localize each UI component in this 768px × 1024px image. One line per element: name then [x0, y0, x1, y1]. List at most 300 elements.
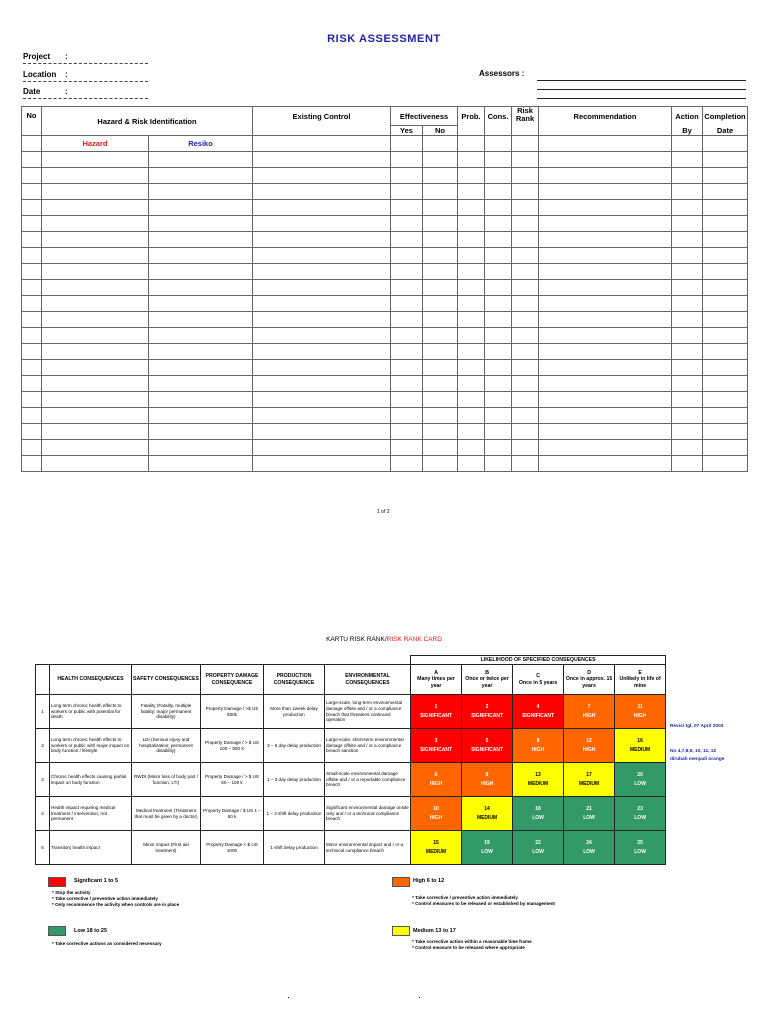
table-cell[interactable] — [22, 440, 42, 456]
table-cell[interactable] — [42, 296, 149, 312]
table-cell[interactable] — [42, 376, 149, 392]
table-cell[interactable] — [703, 232, 748, 248]
table-cell[interactable] — [42, 408, 149, 424]
risk-cell-label: SIGNIFICANT — [420, 747, 453, 753]
table-cell[interactable] — [22, 360, 42, 376]
environmental-consequence: Significant environmental damage onsite only and / or a technical compliance breach — [325, 797, 411, 831]
table-cell[interactable] — [42, 440, 149, 456]
table-cell[interactable] — [391, 216, 423, 232]
table-cell[interactable] — [703, 152, 748, 168]
table-cell[interactable] — [539, 328, 672, 344]
table-cell[interactable] — [253, 408, 391, 424]
table-cell[interactable] — [485, 280, 512, 296]
table-cell[interactable] — [672, 216, 703, 232]
likelihood-letter: D — [587, 669, 591, 676]
table-cell[interactable] — [253, 216, 391, 232]
table-cell[interactable] — [22, 184, 42, 200]
table-cell[interactable] — [253, 152, 391, 168]
table-cell[interactable] — [42, 200, 149, 216]
table-cell[interactable] — [539, 376, 672, 392]
table-cell[interactable] — [42, 392, 149, 408]
table-cell[interactable] — [703, 280, 748, 296]
table-cell[interactable] — [22, 312, 42, 328]
table-cell[interactable] — [22, 408, 42, 424]
legend-note: * Only recommence the activity when controls are in place — [52, 902, 180, 908]
table-cell[interactable] — [485, 184, 512, 200]
likelihood-d — [564, 665, 615, 695]
table-cell[interactable] — [485, 456, 512, 472]
table-cell[interactable] — [42, 456, 149, 472]
table-cell[interactable] — [539, 360, 672, 376]
cell-blank[interactable] — [423, 136, 458, 152]
table-cell[interactable] — [391, 312, 423, 328]
table-cell[interactable] — [423, 440, 458, 456]
table-cell[interactable] — [42, 184, 149, 200]
table-cell[interactable] — [253, 280, 391, 296]
table-cell[interactable] — [539, 296, 672, 312]
table-cell[interactable] — [391, 232, 423, 248]
table-cell[interactable] — [539, 168, 672, 184]
table-cell[interactable] — [458, 344, 485, 360]
table-cell[interactable] — [149, 248, 253, 264]
table-cell[interactable] — [539, 200, 672, 216]
table-cell[interactable] — [149, 296, 253, 312]
table-cell[interactable] — [485, 168, 512, 184]
table-cell[interactable] — [149, 312, 253, 328]
table-cell[interactable] — [703, 360, 748, 376]
table-cell[interactable] — [42, 344, 149, 360]
table-cell[interactable] — [391, 248, 423, 264]
table-cell[interactable] — [485, 312, 512, 328]
table-cell[interactable] — [423, 168, 458, 184]
table-cell[interactable] — [149, 408, 253, 424]
no-header: No — [22, 107, 42, 136]
table-cell[interactable] — [539, 264, 672, 280]
table-cell[interactable] — [672, 312, 703, 328]
table-cell[interactable] — [149, 456, 253, 472]
table-cell[interactable] — [672, 152, 703, 168]
table-cell[interactable] — [22, 392, 42, 408]
risk-assessment-table — [21, 106, 748, 472]
property-consequence: Property Damage / > $ US 100 – 500 K — [201, 729, 264, 763]
table-cell[interactable] — [539, 248, 672, 264]
table-cell[interactable] — [253, 360, 391, 376]
table-cell[interactable] — [149, 376, 253, 392]
likelihood-c — [513, 665, 564, 695]
table-row — [22, 280, 748, 296]
table-cell[interactable] — [22, 456, 42, 472]
table-cell[interactable] — [391, 360, 423, 376]
table-cell[interactable] — [672, 360, 703, 376]
table-cell[interactable] — [458, 296, 485, 312]
table-row — [22, 456, 748, 472]
table-cell[interactable] — [512, 376, 539, 392]
table-cell[interactable] — [458, 456, 485, 472]
table-cell[interactable] — [42, 424, 149, 440]
table-cell[interactable] — [539, 280, 672, 296]
table-cell[interactable] — [458, 184, 485, 200]
table-cell[interactable] — [539, 344, 672, 360]
table-cell[interactable] — [458, 424, 485, 440]
table-row — [22, 344, 748, 360]
table-cell[interactable] — [512, 280, 539, 296]
table-cell[interactable] — [42, 168, 149, 184]
table-cell[interactable] — [42, 216, 149, 232]
table-cell[interactable] — [22, 200, 42, 216]
table-cell[interactable] — [539, 184, 672, 200]
table-cell[interactable] — [512, 328, 539, 344]
assessors-line-3[interactable] — [537, 98, 746, 99]
table-cell[interactable] — [458, 216, 485, 232]
location-colon: : — [65, 70, 68, 79]
table-cell[interactable] — [423, 280, 458, 296]
table-row — [22, 408, 748, 424]
table-cell[interactable] — [391, 184, 423, 200]
table-cell[interactable] — [391, 200, 423, 216]
legend-note: * Take corrective / preventive action immediately — [52, 896, 158, 902]
table-cell[interactable] — [703, 216, 748, 232]
table-cell[interactable] — [703, 408, 748, 424]
table-cell[interactable] — [391, 408, 423, 424]
risk-rank-header: Risk Rank — [512, 107, 539, 136]
card-row — [36, 763, 666, 797]
table-cell[interactable] — [149, 328, 253, 344]
cell-blank[interactable] — [458, 136, 485, 152]
table-cell[interactable] — [22, 424, 42, 440]
table-cell[interactable] — [22, 328, 42, 344]
table-cell[interactable] — [458, 152, 485, 168]
table-row — [22, 168, 748, 184]
table-cell[interactable] — [149, 184, 253, 200]
likelihood-letter: B — [485, 669, 489, 676]
table-cell[interactable] — [512, 408, 539, 424]
cell-blank[interactable] — [485, 136, 512, 152]
table-cell[interactable] — [485, 424, 512, 440]
table-cell[interactable] — [512, 312, 539, 328]
table-cell[interactable] — [149, 344, 253, 360]
table-cell[interactable] — [703, 168, 748, 184]
table-cell[interactable] — [391, 344, 423, 360]
table-cell[interactable] — [423, 360, 458, 376]
table-cell[interactable] — [22, 264, 42, 280]
table-cell[interactable] — [672, 424, 703, 440]
table-cell[interactable] — [253, 440, 391, 456]
table-cell[interactable] — [512, 456, 539, 472]
risk-cell-number: 21 — [586, 805, 592, 812]
table-cell[interactable] — [672, 248, 703, 264]
table-cell[interactable] — [512, 232, 539, 248]
table-cell[interactable] — [149, 440, 253, 456]
table-cell[interactable] — [703, 440, 748, 456]
table-cell[interactable] — [22, 344, 42, 360]
table-cell[interactable] — [703, 392, 748, 408]
table-cell[interactable] — [458, 200, 485, 216]
table-cell[interactable] — [253, 344, 391, 360]
table-cell[interactable] — [42, 312, 149, 328]
cell-blank[interactable] — [672, 136, 703, 152]
table-cell[interactable] — [703, 248, 748, 264]
table-cell[interactable] — [485, 344, 512, 360]
table-cell[interactable] — [672, 408, 703, 424]
table-cell[interactable] — [423, 344, 458, 360]
risk-cell-number: 17 — [586, 771, 592, 778]
table-cell[interactable] — [391, 168, 423, 184]
risk-cell-number: 14 — [484, 805, 490, 812]
table-cell[interactable] — [253, 424, 391, 440]
table-cell[interactable] — [22, 216, 42, 232]
table-cell[interactable] — [458, 360, 485, 376]
table-cell[interactable] — [672, 264, 703, 280]
table-cell[interactable] — [149, 264, 253, 280]
table-cell[interactable] — [423, 456, 458, 472]
table-cell[interactable] — [22, 280, 42, 296]
table-cell[interactable] — [391, 280, 423, 296]
table-cell[interactable] — [485, 392, 512, 408]
table-cell[interactable] — [423, 424, 458, 440]
risk-cell-number: 20 — [637, 771, 643, 778]
table-cell[interactable] — [423, 152, 458, 168]
table-cell[interactable] — [458, 440, 485, 456]
no-sub-header: No — [423, 126, 458, 136]
health-consequence: Chronic health effects causing partial impact on body function — [50, 763, 132, 797]
table-cell[interactable] — [512, 424, 539, 440]
table-cell[interactable] — [149, 392, 253, 408]
table-cell[interactable] — [539, 152, 672, 168]
table-cell[interactable] — [149, 216, 253, 232]
table-cell[interactable] — [458, 328, 485, 344]
cell-blank[interactable] — [539, 136, 672, 152]
table-cell[interactable] — [485, 264, 512, 280]
table-cell[interactable] — [672, 296, 703, 312]
table-cell[interactable] — [512, 344, 539, 360]
table-cell[interactable] — [423, 408, 458, 424]
table-cell[interactable] — [458, 408, 485, 424]
cell-blank[interactable] — [703, 136, 748, 152]
risk-cell-label: LOW — [583, 815, 595, 821]
table-cell[interactable] — [485, 328, 512, 344]
cell-blank[interactable] — [391, 136, 423, 152]
table-cell[interactable] — [703, 184, 748, 200]
table-cell[interactable] — [512, 168, 539, 184]
table-cell[interactable] — [149, 232, 253, 248]
production-consequence: 1 – 3 day delay production — [264, 763, 325, 797]
table-cell[interactable] — [672, 344, 703, 360]
table-cell[interactable] — [458, 376, 485, 392]
table-cell[interactable] — [539, 440, 672, 456]
table-cell[interactable] — [22, 376, 42, 392]
table-cell[interactable] — [703, 424, 748, 440]
table-cell[interactable] — [253, 312, 391, 328]
table-cell[interactable] — [703, 376, 748, 392]
table-cell[interactable] — [458, 248, 485, 264]
cell-blank[interactable] — [512, 136, 539, 152]
location-field[interactable] — [23, 70, 68, 79]
likelihood-text: Unlikely in life of mine — [619, 676, 661, 689]
cell-blank[interactable] — [253, 136, 391, 152]
table-cell[interactable] — [539, 424, 672, 440]
project-field[interactable] — [23, 52, 68, 61]
legend-note: * Control measures to be released or established by management — [412, 901, 555, 907]
table-cell[interactable] — [485, 296, 512, 312]
table-cell[interactable] — [672, 280, 703, 296]
table-cell[interactable] — [391, 440, 423, 456]
table-cell[interactable] — [672, 376, 703, 392]
table-cell[interactable] — [703, 200, 748, 216]
table-cell[interactable] — [423, 392, 458, 408]
table-cell[interactable] — [42, 248, 149, 264]
table-cell[interactable] — [512, 184, 539, 200]
legend-swatch-significant — [48, 877, 66, 887]
table-cell[interactable] — [423, 328, 458, 344]
table-cell[interactable] — [22, 296, 42, 312]
table-cell[interactable] — [512, 392, 539, 408]
prob-header: Prob. — [458, 107, 485, 136]
table-cell[interactable] — [703, 264, 748, 280]
table-cell[interactable] — [703, 456, 748, 472]
table-cell[interactable] — [512, 264, 539, 280]
table-cell[interactable] — [42, 280, 149, 296]
table-cell[interactable] — [423, 216, 458, 232]
assessors-line-2[interactable] — [537, 89, 746, 90]
table-cell[interactable] — [42, 360, 149, 376]
table-cell[interactable] — [485, 216, 512, 232]
table-cell[interactable] — [149, 152, 253, 168]
table-cell[interactable] — [22, 168, 42, 184]
table-cell[interactable] — [512, 440, 539, 456]
table-cell[interactable] — [423, 376, 458, 392]
table-cell[interactable] — [42, 232, 149, 248]
table-cell[interactable] — [672, 440, 703, 456]
table-cell[interactable] — [253, 392, 391, 408]
table-cell[interactable] — [253, 296, 391, 312]
table-cell[interactable] — [458, 280, 485, 296]
risk-cell — [462, 797, 513, 831]
risk-cell-number: 12 — [586, 737, 592, 744]
table-cell[interactable] — [485, 440, 512, 456]
table-row — [22, 264, 748, 280]
table-cell[interactable] — [458, 312, 485, 328]
property-consequence: Property Damage / >$ US 500k — [201, 695, 264, 729]
table-cell[interactable] — [149, 280, 253, 296]
table-cell[interactable] — [672, 168, 703, 184]
table-cell[interactable] — [22, 152, 42, 168]
yes-header: Yes — [391, 126, 423, 136]
date-field[interactable] — [23, 87, 68, 96]
legend-swatch-low — [48, 926, 66, 936]
table-cell[interactable] — [512, 360, 539, 376]
cell-blank[interactable] — [22, 136, 42, 152]
table-cell[interactable] — [42, 328, 149, 344]
table-cell[interactable] — [149, 168, 253, 184]
table-cell[interactable] — [539, 456, 672, 472]
table-cell[interactable] — [253, 328, 391, 344]
table-cell[interactable] — [672, 456, 703, 472]
table-cell[interactable] — [485, 376, 512, 392]
table-cell[interactable] — [703, 296, 748, 312]
table-cell[interactable] — [253, 184, 391, 200]
table-cell[interactable] — [485, 360, 512, 376]
table-cell[interactable] — [391, 424, 423, 440]
table-cell[interactable] — [512, 216, 539, 232]
table-cell[interactable] — [512, 152, 539, 168]
table-cell[interactable] — [391, 392, 423, 408]
table-cell[interactable] — [253, 264, 391, 280]
hazard-risk-header: Hazard & Risk Identification — [42, 107, 253, 136]
table-cell[interactable] — [539, 312, 672, 328]
table-cell[interactable] — [672, 328, 703, 344]
table-cell[interactable] — [458, 392, 485, 408]
table-cell[interactable] — [672, 392, 703, 408]
environmental-consequence: Minor environmental impact and / or a technical compliance breach — [325, 831, 411, 865]
table-cell[interactable] — [539, 232, 672, 248]
table-cell[interactable] — [149, 424, 253, 440]
table-cell[interactable] — [512, 296, 539, 312]
risk-cell-label: LOW — [532, 815, 544, 821]
table-cell[interactable] — [539, 408, 672, 424]
table-cell[interactable] — [253, 456, 391, 472]
table-cell[interactable] — [703, 312, 748, 328]
table-cell[interactable] — [42, 152, 149, 168]
assessors-line-1[interactable] — [537, 80, 746, 81]
table-cell[interactable] — [391, 152, 423, 168]
card-title-black: KARTU RISK RANK/ — [326, 636, 387, 643]
table-cell[interactable] — [253, 232, 391, 248]
table-cell[interactable] — [423, 296, 458, 312]
table-cell[interactable] — [423, 312, 458, 328]
table-cell[interactable] — [423, 200, 458, 216]
risk-cell-number: 16 — [637, 737, 643, 744]
table-cell[interactable] — [423, 248, 458, 264]
table-cell[interactable] — [423, 232, 458, 248]
table-cell[interactable] — [253, 200, 391, 216]
table-cell[interactable] — [485, 200, 512, 216]
risk-cell — [615, 695, 666, 729]
table-cell[interactable] — [672, 184, 703, 200]
table-cell[interactable] — [423, 184, 458, 200]
table-cell[interactable] — [512, 200, 539, 216]
table-cell[interactable] — [703, 328, 748, 344]
table-cell[interactable] — [22, 248, 42, 264]
table-cell[interactable] — [149, 360, 253, 376]
table-cell[interactable] — [458, 168, 485, 184]
table-cell[interactable] — [391, 328, 423, 344]
table-cell[interactable] — [539, 392, 672, 408]
table-cell[interactable] — [253, 248, 391, 264]
table-cell[interactable] — [391, 456, 423, 472]
table-cell[interactable] — [672, 232, 703, 248]
table-cell[interactable] — [391, 264, 423, 280]
table-cell[interactable] — [512, 248, 539, 264]
table-cell[interactable] — [485, 408, 512, 424]
table-cell[interactable] — [391, 296, 423, 312]
table-cell[interactable] — [149, 200, 253, 216]
table-cell[interactable] — [485, 232, 512, 248]
table-cell[interactable] — [458, 264, 485, 280]
table-cell[interactable] — [539, 216, 672, 232]
table-cell[interactable] — [391, 376, 423, 392]
table-cell[interactable] — [42, 264, 149, 280]
table-cell[interactable] — [485, 248, 512, 264]
table-cell[interactable] — [253, 376, 391, 392]
table-cell[interactable] — [253, 168, 391, 184]
table-cell[interactable] — [458, 232, 485, 248]
table-cell[interactable] — [485, 152, 512, 168]
table-cell[interactable] — [672, 200, 703, 216]
table-cell[interactable] — [703, 344, 748, 360]
legend-high-label: High 6 to 12 — [413, 878, 445, 884]
table-cell[interactable] — [423, 264, 458, 280]
table-cell[interactable] — [22, 232, 42, 248]
